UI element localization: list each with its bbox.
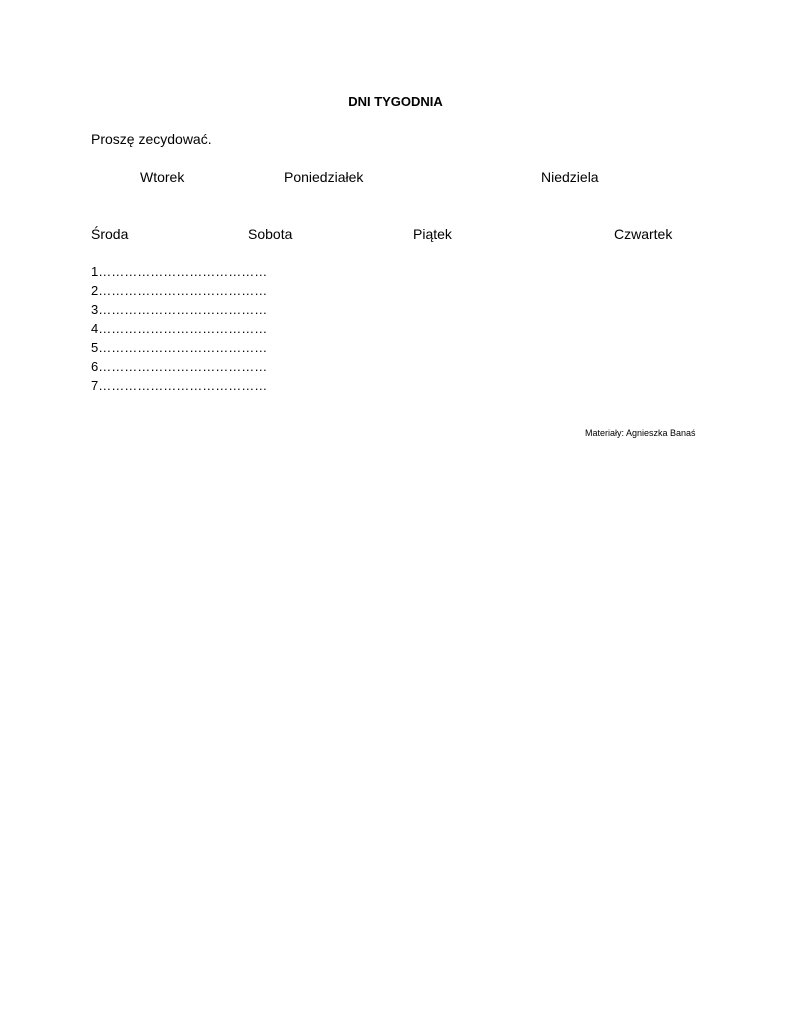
page-title: DNI TYGODNIA — [348, 94, 443, 109]
materials-credit: Materiały: Agnieszka Banaś — [585, 428, 696, 438]
answer-line-1: 1………………………………… — [91, 264, 268, 279]
day-word-niedziela: Niedziela — [541, 169, 599, 185]
day-word-wtorek: Wtorek — [140, 169, 185, 185]
day-word-czwartek: Czwartek — [614, 226, 673, 242]
answer-line-2: 2………………………………… — [91, 283, 268, 298]
answer-line-6: 6………………………………… — [91, 359, 268, 374]
day-word-poniedzialek: Poniedziałek — [284, 169, 364, 185]
day-word-piatek: Piątek — [413, 226, 452, 242]
answer-line-4: 4………………………………… — [91, 321, 268, 336]
day-word-sroda: Środa — [91, 226, 129, 242]
instruction-text: Proszę zecydować. — [91, 131, 212, 147]
answer-list — [91, 265, 267, 398]
answer-line-3: 3………………………………… — [91, 302, 268, 317]
answer-line-5: 5………………………………… — [91, 340, 268, 355]
day-word-sobota: Sobota — [248, 226, 293, 242]
answer-line-7: 7………………………………… — [91, 378, 268, 393]
